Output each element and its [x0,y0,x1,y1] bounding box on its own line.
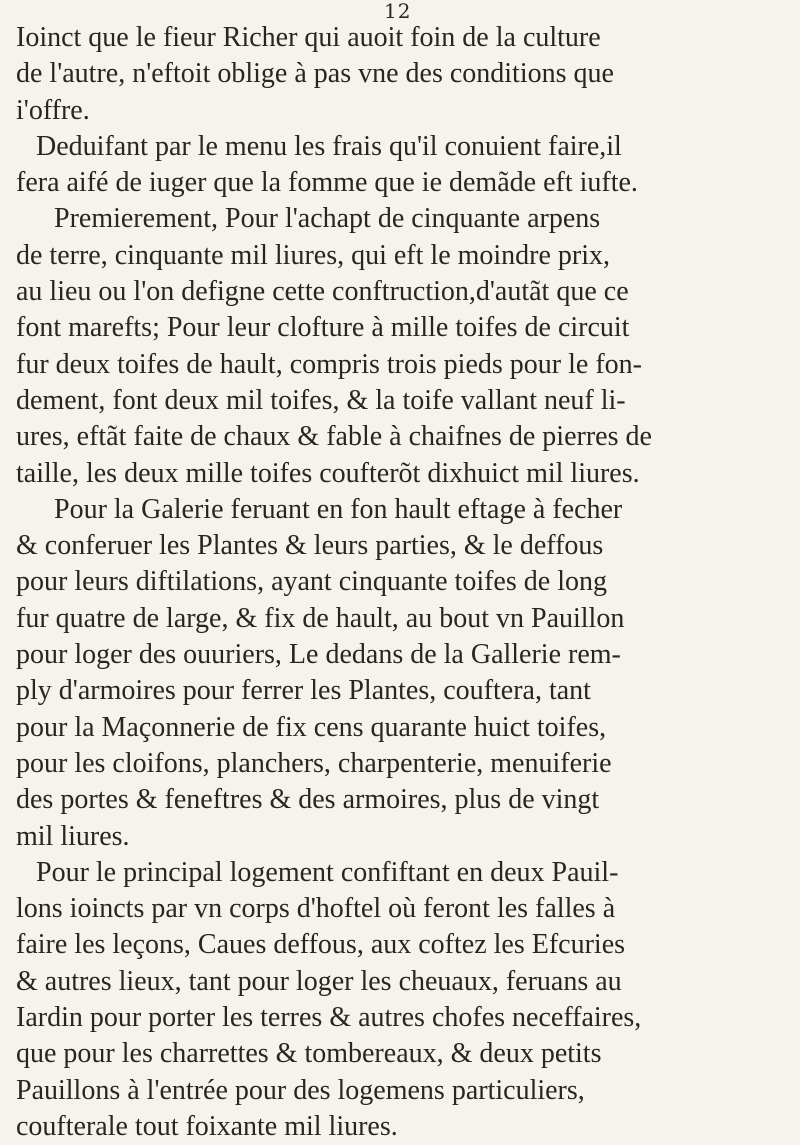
text-line: que pour les charrettes & tombereaux, & deux petits [16,1038,602,1070]
text-line: Pauillons à l'entrée pour des logemens particuliers, [16,1074,585,1106]
text-line: Ioinct que le fieur Richer qui auoit foin de la culture [16,22,601,53]
text-line: ply d'armoires pour ferrer les Plantes, couftera, tant [16,675,591,707]
text-line: & conferuer les Plantes & leurs parties, & le deffous [16,530,604,562]
text-line: pour les cloifons, planchers, charpenterie, menuiferie [16,747,612,779]
text-line: des portes & feneftres & des armoires, plus de vingt [16,784,600,816]
body-text [16,20,792,1145]
text-line: & autres lieux, tant pour loger les cheuaux, feruans au [16,965,622,997]
text-line: Premierement, Pour l'achapt de cinquante arpens [54,203,601,235]
text-line: fera aifé de iuger que la fomme que ie demãde eft iufte. [16,167,638,199]
text-line: Iardin pour porter les terres & autres chofes neceffaires, [16,1002,642,1034]
page-number: 12 [384,0,412,23]
text-line: faire les leçons, Caues deffous, aux coftez les Efcuries [16,929,626,961]
text-line: fur deux toifes de hault, compris trois pieds pour le fon- [16,348,642,380]
text-line: Deduifant par le menu les frais qu'il conuient faire,il [36,130,622,162]
text-line: de l'autre, n'eftoit oblige à pas vne des conditions que [16,58,614,90]
text-line: Pour la Galerie feruant en fon hault eftage à fecher [54,493,623,525]
text-line: font marefts; Pour leur clofture à mille toifes de circuit [16,312,630,344]
text-line: fur quatre de large, & fix de hault, au bout vn Pauillon [16,602,625,634]
text-line: ures, eftãt faite de chaux & fable à chaifnes de pierres de [16,421,652,453]
text-line: pour loger des ouuriers, Le dedans de la Gallerie rem- [16,639,621,671]
text-line: i'offre. [16,94,90,126]
text-line: Pour le principal logement confiftant en deux Pauil- [36,856,619,888]
text-line: dement, font deux mil toifes, & la toife vallant neuf li- [16,384,626,416]
text-line: taille, les deux mille toifes coufterõt dixhuict mil liures. [16,457,640,489]
text-line: coufterale tout foixante mil liures. [16,1110,398,1142]
text-line: de terre, cinquante mil liures, qui eft le moindre prix, [16,239,611,271]
text-line: pour la Maçonnerie de fix cens quarante huict toifes, [16,711,607,743]
text-line: mil liures. [16,820,130,852]
text-line: lons ioincts par vn corps d'hoftel où feront les falles à [16,893,616,925]
text-line: au lieu ou l'on defigne cette conftruction,d'autãt que ce [16,276,629,308]
text-line: pour leurs diftilations, ayant cinquante toifes de long [16,566,607,598]
